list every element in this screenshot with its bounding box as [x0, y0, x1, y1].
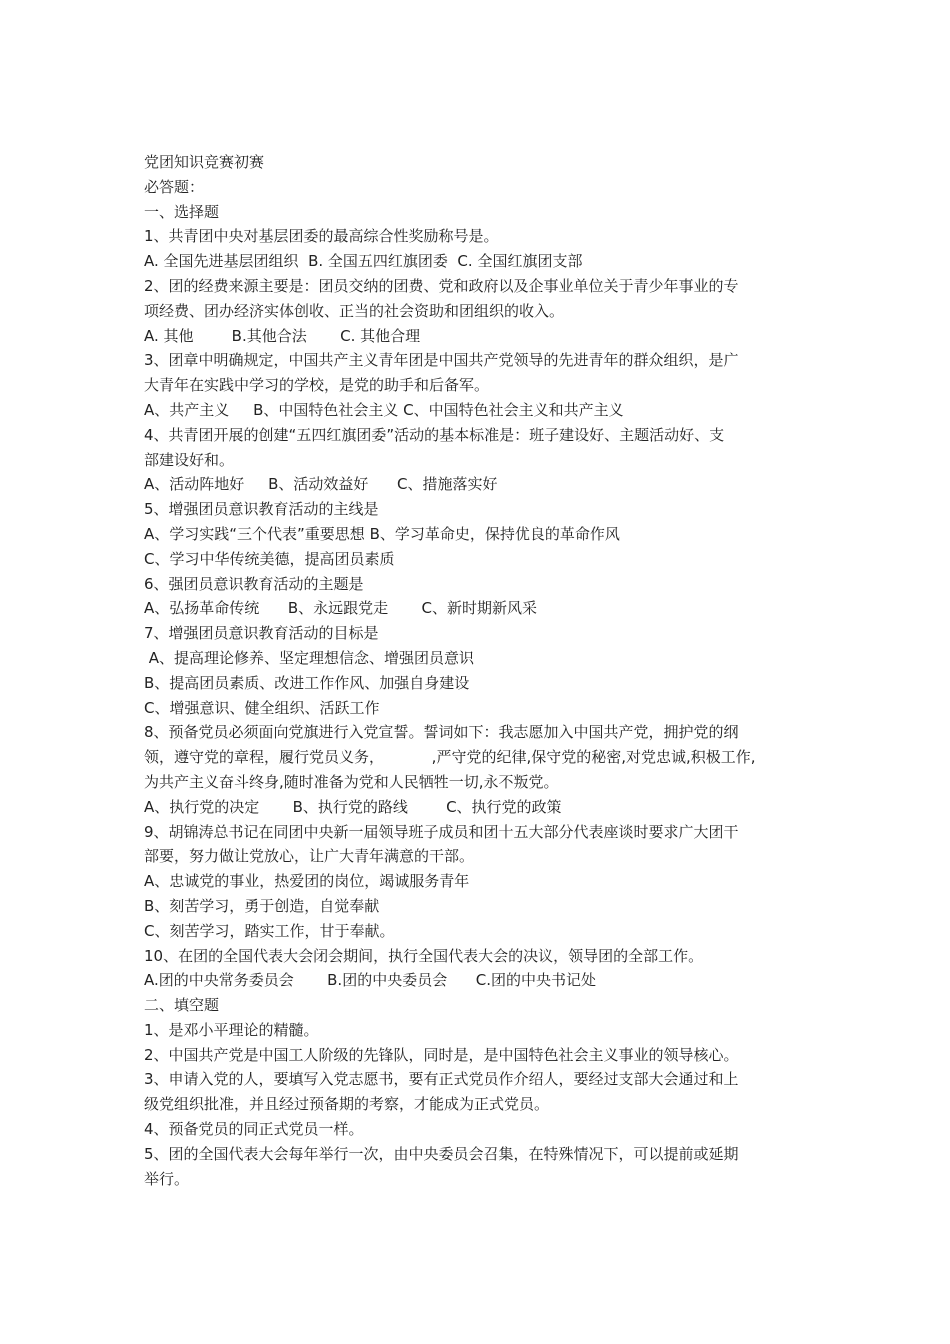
question-5: 5、增强团员意识教育活动的主线是 [144, 500, 379, 519]
question-7-option-a: A、提高理论修养、坚定理想信念、增强团员意识 [144, 648, 475, 667]
question-8-cont-2: 为共产主义奋斗终身,随时准备为党和人民牺牲一切,永不叛党。 [144, 772, 559, 791]
document-page [144, 150, 816, 1191]
question-1: 1、共青团中央对基层团委的最高综合性奖励称号是。 [144, 227, 499, 246]
fill-5: 5、团的全国代表大会每年举行一次，由中央委员会召集，在特殊情况下，可以提前或延期 [144, 1144, 739, 1163]
question-8: 8、预备党员必须面向党旗进行入党宣誓。誓词如下：我志愿加入中国共产党，拥护党的纲 [144, 723, 739, 742]
question-9-cont: 部要，努力做让党放心，让广大青年满意的干部。 [144, 847, 475, 866]
section-choice-heading: 一、选择题 [144, 202, 220, 221]
doc-title: 党团知识竞赛初赛 [144, 153, 265, 171]
question-4-options: A、活动阵地好 B、活动效益好 C、措施落实好 [144, 475, 498, 494]
section-required: 必答题： [144, 177, 205, 196]
question-8-cont-1: 领，遵守党的章程，履行党员义务， ,严守党的纪律,保守党的秘密,对党忠诚,积极工作, [144, 748, 756, 767]
question-6: 6、强团员意识教育活动的主题是 [144, 574, 364, 593]
question-9-option-c: C、刻苦学习，踏实工作，甘于奉献。 [144, 921, 395, 940]
question-4: 4、共青团开展的创建“五四红旗团委”活动的基本标准是：班子建设好、主题活动好、支 [144, 425, 725, 444]
question-5-options-ab: A、学习实践“三个代表”重要思想 B、学习革命史，保持优良的革命作风 [144, 524, 620, 543]
question-9-option-b: B、刻苦学习，勇于创造，自觉奉献 [144, 896, 380, 915]
question-3-options: A、共产主义 B、中国特色社会主义 C、中国特色社会主义和共产主义 [144, 400, 624, 419]
question-2-cont: 项经费、团办经济实体创收、正当的社会资助和团组织的收入。 [144, 301, 565, 320]
fill-3-cont: 级党组织批准，并且经过预备期的考察，才能成为正式党员。 [144, 1095, 550, 1114]
question-9-option-a: A、忠诚党的事业，热爱团的岗位，竭诚服务青年 [144, 872, 470, 891]
question-3-cont: 大青年在实践中学习的学校，是党的助手和后备军。 [144, 376, 490, 395]
question-7: 7、增强团员意识教育活动的目标是 [144, 624, 379, 643]
question-2: 2、团的经费来源主要是：团员交纳的团费、党和政府以及企事业单位关于青少年事业的专 [144, 276, 739, 295]
question-2-options: A. 其他 B.其他合法 C. 其他合理 [144, 326, 421, 345]
question-10: 10、在团的全国代表大会闭会期间，执行全国代表大会的决议，领导团的全部工作。 [144, 946, 704, 965]
question-3: 3、团章中明确规定，中国共产主义青年团是中国共产党领导的先进青年的群众组织，是广 [144, 351, 739, 370]
fill-4: 4、预备党员的同正式党员一样。 [144, 1120, 364, 1139]
question-4-cont: 部建设好和。 [144, 450, 235, 469]
fill-3: 3、申请入党的人，要填写入党志愿书，要有正式党员作介绍人，要经过支部大会通过和上 [144, 1070, 739, 1089]
question-5-option-c: C、学习中华传统美德，提高团员素质 [144, 549, 395, 568]
fill-1: 1、是邓小平理论的精髓。 [144, 1020, 319, 1039]
fill-5-cont: 举行。 [144, 1169, 190, 1188]
question-7-option-b: B、提高团员素质、改进工作作风、加强自身建设 [144, 673, 470, 692]
question-9: 9、胡锦涛总书记在同团中央新一届领导班子成员和团十五大部分代表座谈时要求广大团干 [144, 822, 739, 841]
question-8-options: A、执行党的决定 B、执行党的路线 C、执行党的政策 [144, 797, 562, 816]
question-7-option-c: C、增强意识、健全组织、活跃工作 [144, 698, 380, 717]
question-1-options: A. 全国先进基层团组织 B. 全国五四红旗团委 C. 全国红旗团支部 [144, 252, 583, 271]
question-10-options: A.团的中央常务委员会 B.团的中央委员会 C.团的中央书记处 [144, 971, 597, 990]
fill-2: 2、中国共产党是中国工人阶级的先锋队，同时是，是中国特色社会主义事业的领导核心。 [144, 1045, 739, 1064]
section-fill-heading: 二、填空题 [144, 996, 220, 1015]
question-6-options: A、弘扬革命传统 B、永远跟党走 C、新时期新风采 [144, 599, 538, 618]
